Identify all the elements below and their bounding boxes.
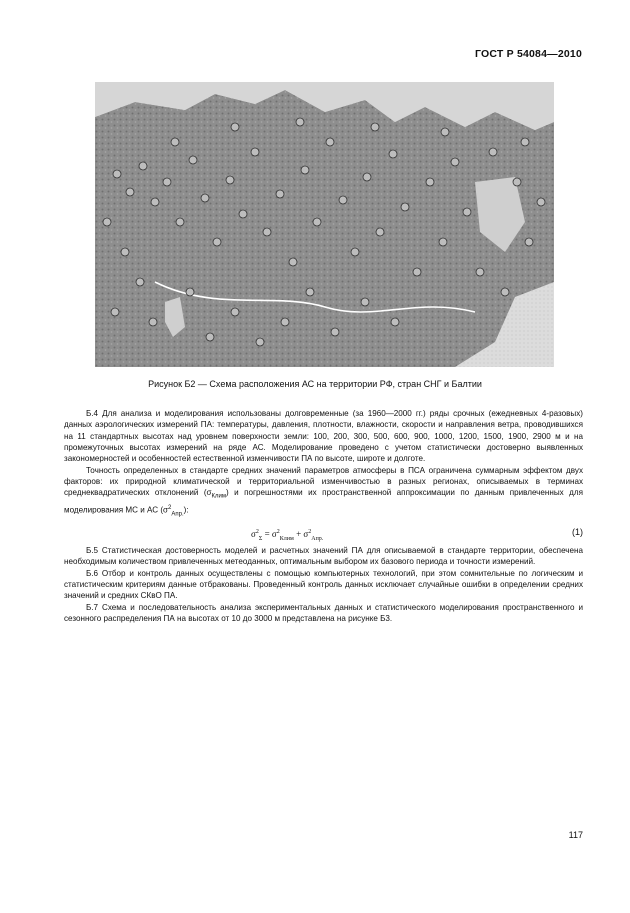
stations-map	[95, 82, 554, 367]
page-number: 117	[568, 830, 583, 840]
formula-1	[64, 523, 583, 545]
paragraph-accuracy: Точность определенных в стандарте средних значений параметров атмосферы в ПСА ограничена суммарным эффектом двух факторов: их природной климатической и территориальной изменчивостью в разных регионах, описываемых в терминах среднеквадратических отклонений $(\sigma_{Клим})$ и погрешностями их пространственной аппроксимации по данным привлеченных для моделирования МС и АС $(\sigma^2_{Апр.})$:	[64, 465, 583, 518]
paragraph-b4: Б.4 Для анализа и моделирования использованы долговременные (за 1960—2000 гг.) ряды срочных (ежедневных 4-разовых) данных аэрологических измерений ПА: температуры, давления, плотности, влажности, скорости и направления ветра, проводившихся на 11 стандартных высотах над уровнем поверхности земли: 100, 200, 300, 500, 600, 900, 1000, 1200, 1500, 1900, 2900 м и на промежуточных высотах измерений на ряде АС. Моделирование проведено с учетом статистически достоверно выявленных закономерностей и особенностей естественной изменчивости ПА по высоте, широте и долготе.	[64, 409, 583, 464]
paragraph-b6: Б.6 Отбор и контроль данных осуществлены с помощью компьютерных технологий, при этом сомнительные по логическим и статистическим критериям данные отбракованы. Проведенный контроль данных исключает случайные ошибки в определении средних значений и средних СКвО ПА.	[64, 568, 583, 601]
paragraph-b7: Б.7 Схема и последовательность анализа экспериментальных данных и статистического моделирования пространственного и сезонного распределения ПА на высотах от 10 до 3000 м представлена на рисунке Б3.	[64, 602, 583, 624]
figure-caption: Рисунок Б2 — Схема расположения АС на территории РФ, стран СНГ и Балтии	[148, 379, 482, 389]
paragraph-b5: Б.5 Статистическая достоверность моделей и расчетных значений ПА для описываемой в стандарте территории, обеспечена необходимым количеством привлеченных метеоданных, оптимальным выбором их базового периода и точности измерений.	[64, 546, 583, 567]
body-text	[64, 408, 583, 624]
formula-expression: $\sigma^2_\Sigma = \sigma^2_{Клим} + \sigma^2_{Апр.}$	[251, 529, 324, 542]
document-header: ГОСТ Р 54084—2010	[474, 48, 582, 60]
formula-number: (1)	[572, 527, 583, 537]
